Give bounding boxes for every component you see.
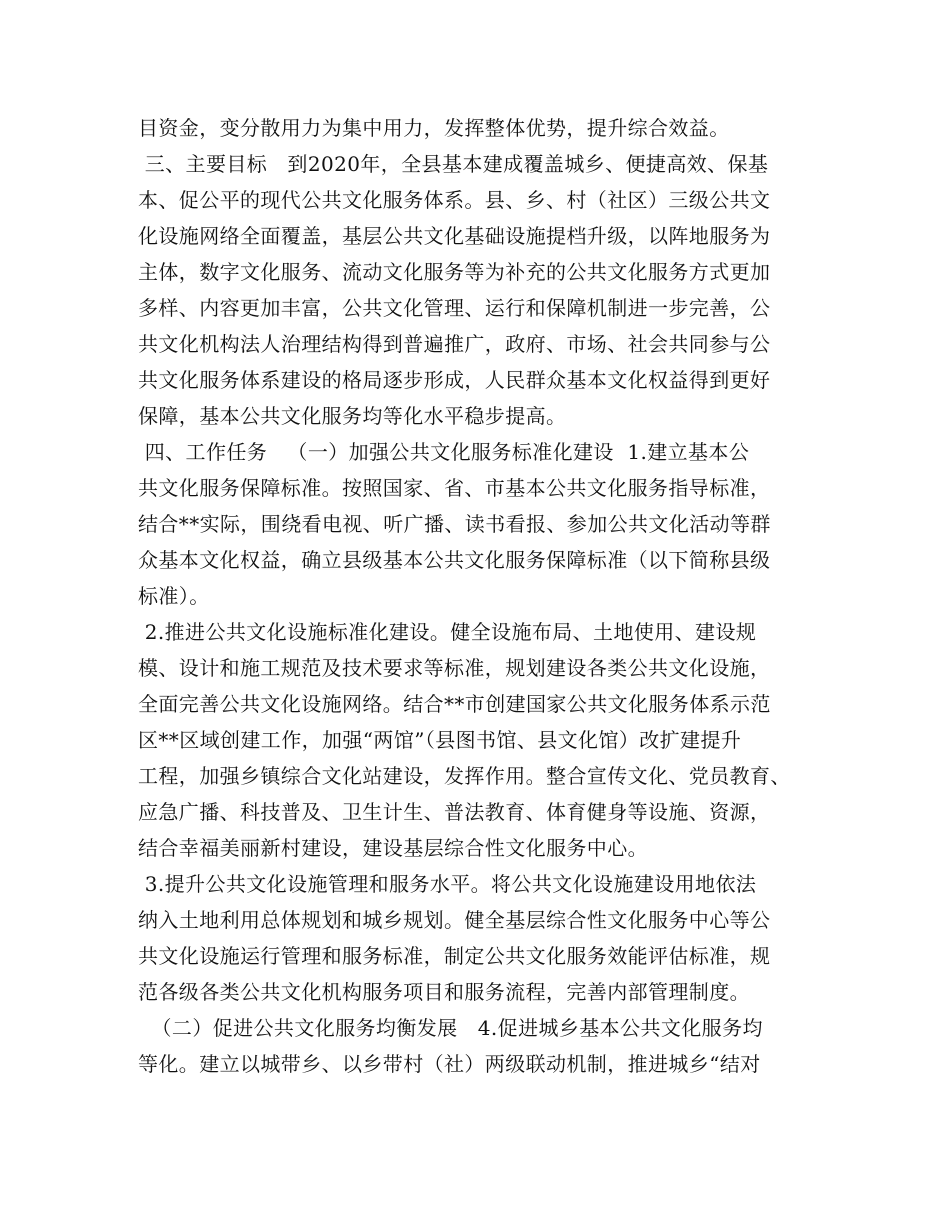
text-line: 范各级各类公共文化机构服务项目和服务流程，完善内部管理制度。 [138, 980, 750, 1004]
text-line: 纳入土地利用总体规划和城乡规划。健全基层综合性文化服务中心等公 [138, 908, 771, 932]
text-line: 结合**实际，围绕看电视、听广播、读书看报、参加公共文化活动等群 [138, 512, 771, 536]
text-line: 等化。建立以城带乡、以乡带村（社）两级联动机制，推进城乡“结对 [138, 1052, 761, 1076]
text-line: 工程，加强乡镇综合文化站建设，发挥作用。整合宣传文化、党员教育、 [138, 764, 791, 788]
text-line: 结合幸福美丽新村建设，建设基层综合性文化服务中心。 [138, 836, 648, 860]
text-line: 共文化机构法人治理结构得到普遍推广，政府、市场、社会共同参与公 [138, 332, 771, 356]
text-line: 保障，基本公共文化服务均等化水平稳步提高。 [138, 404, 567, 428]
text-line: 区**区域创建工作，加强“两馆”（县图书馆、县文化馆）改扩建提升 [138, 728, 742, 752]
text-line: 共文化服务保障标准。按照国家、省、市基本公共文化服务指导标准， [138, 476, 771, 500]
text-line: 2.推进公共文化设施标准化建设。健全设施布局、土地使用、建设规 [138, 620, 757, 644]
text-line: 应急广播、科技普及、卫生计生、普法教育、体育健身等设施、资源， [138, 800, 771, 824]
text-line: 模、设计和施工规范及技术要求等标准，规划建设各类公共文化设施， [138, 656, 771, 680]
text-line: 共文化服务体系建设的格局逐步形成，人民群众基本文化权益得到更好 [138, 368, 771, 392]
text-line: 四、工作任务 （一）加强公共文化服务标准化建设 1.建立基本公 [138, 440, 750, 464]
text-line: 共文化设施运行管理和服务标准，制定公共文化服务效能评估标准，规 [138, 944, 771, 968]
text-line: 目资金，变分散用力为集中用力，发挥整体优势，提升综合效益。 [138, 116, 730, 140]
text-line: 三、主要目标 到2020年，全县基本建成覆盖城乡、便捷高效、保基 [138, 152, 769, 176]
text-line: 多样、内容更加丰富，公共文化管理、运行和保障机制进一步完善，公 [138, 296, 771, 320]
text-line: （二）促进公共文化服务均衡发展 4.促进城乡基本公共文化服务均 [138, 1016, 763, 1040]
text-line: 化设施网络全面覆盖，基层公共文化基础设施提档升级，以阵地服务为 [138, 224, 771, 248]
text-line: 3.提升公共文化设施管理和服务水平。将公共文化设施建设用地依法 [138, 872, 757, 896]
text-line: 全面完善公共文化设施网络。结合**市创建国家公共文化服务体系示范 [138, 692, 771, 716]
text-line: 主体，数字文化服务、流动文化服务等为补充的公共文化服务方式更加 [138, 260, 771, 284]
text-line: 标准）。 [138, 584, 210, 608]
text-line: 本、促公平的现代公共文化服务体系。县、乡、村（社区）三级公共文 [138, 188, 771, 212]
text-line: 众基本文化权益，确立县级基本公共文化服务保障标准（以下简称县级 [138, 548, 771, 572]
